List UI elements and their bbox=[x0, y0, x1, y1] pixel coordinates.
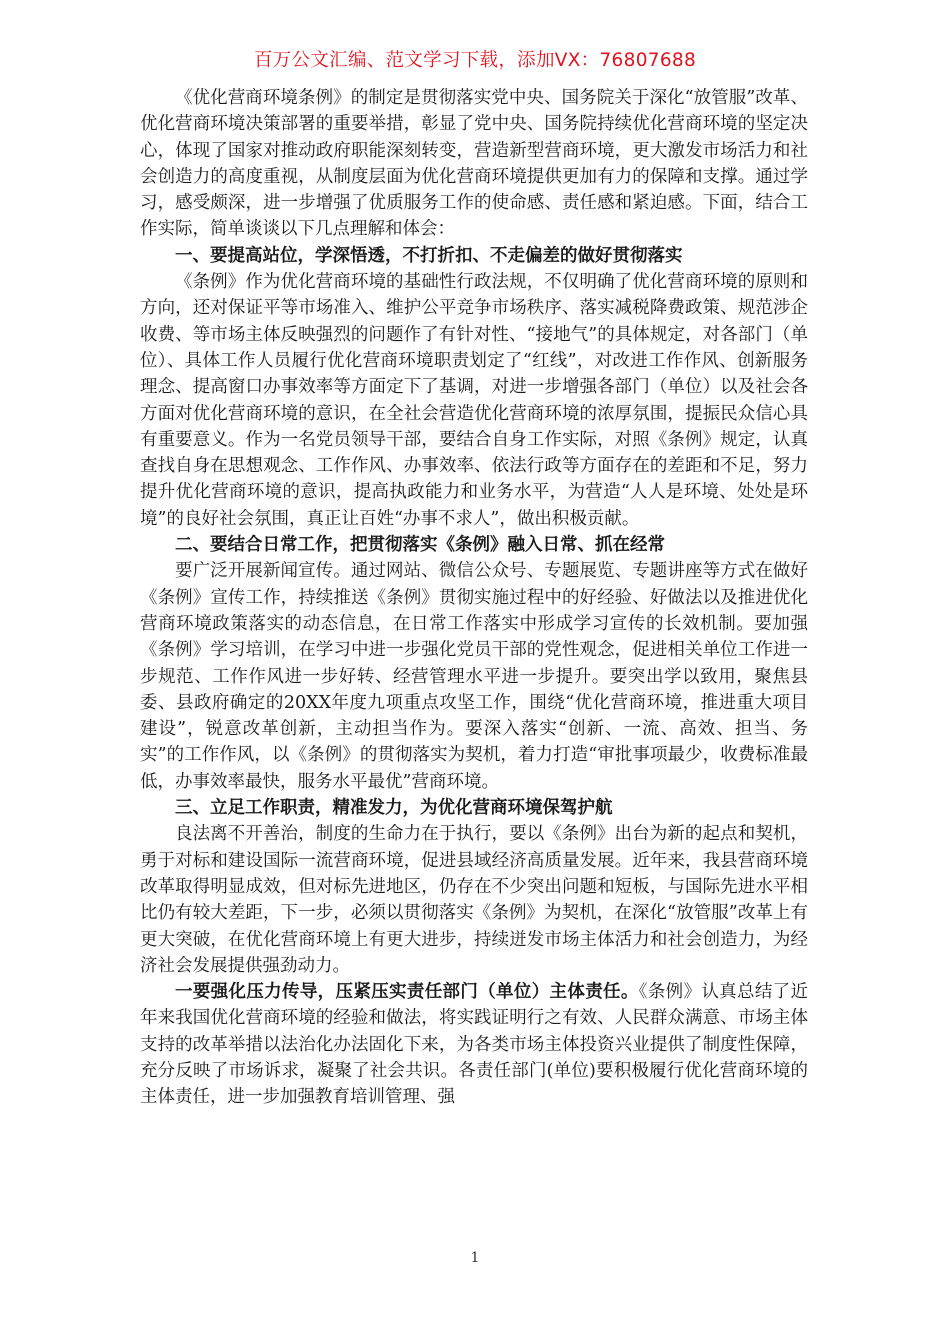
section-heading-2: 二、要结合日常工作，把贯彻落实《条例》融入日常、抓在经常 bbox=[175, 535, 665, 556]
section-heading-3: 三、立足工作职责，精准发力，为优化营商环境保驾护航 bbox=[175, 798, 613, 819]
intro-paragraph: 《优化营商环境条例》的制定是贯彻落实党中央、国务院关于深化“放管服”改革、优化营商环境决策部署的重要举措，彰显了党中央、国务院持续优化营商环境的坚定决心，体现了国家对推动政府职能深刻转变，营造新型营商环境，更大激发市场活力和社会创造力的高度重视，从制度层面为优化营商环境提供更加有力的保障和支撑。通过学习，感受颇深，进一步增强了优质服务工作的使命感、责任感和紧迫感。下面，结合工作实际，简单谈谈以下几点理解和体会： bbox=[140, 88, 808, 240]
watermark-header: 百万公文汇编、范文学习下载，添加VX：76807688 bbox=[253, 50, 697, 71]
section-3-paragraph: 良法离不开善治，制度的生命力在于执行，要以《条例》出台为新的起点和契机，勇于对标和建设国际一流营商环境，促进县域经济高质量发展。近年来，我县营商环境改革取得明显成效，但对标先进地区，仍存在不少突出问题和短板，与国际先进水平相比仍有较大差距，下一步，必须以贯彻落实《条例》为契机，在深化“放管服”改革上有更大突破，在优化营商环境上有更大进步，持续迸发市场主体活力和社会创造力，为经济社会发展提供强劲动力。 bbox=[140, 824, 808, 976]
section-1-paragraph: 《条例》作为优化营商环境的基础性行政法规，不仅明确了优化营商环境的原则和方向，还对保证平等市场准入、维护公平竞争市场秩序、落实减税降费政策、规范涉企收费、等市场主体反映强烈的问题作了有针对性、“接地气”的具体规定，对各部门（单位）、具体工作人员履行优化营商环境职责划定了“红线”，对改进工作作风、创新服务理念、提高窗口办事效率等方面定下了基调，对进一步增强各部门（单位）以及社会各方面对优化营商环境的意识，在全社会营造优化营商环境的浓厚氛围，提振民众信心具有重要意义。作为一名党员领导干部，要结合自身工作实际，对照《条例》规定，认真查找自身在思想观念、工作作风、办事效率、依法行政等方面存在的差距和不足，努力提升优化营商环境的意识，提高执政能力和业务水平，为营造“人人是环境、处处是环境”的良好社会氛围，真正让百姓“办事不求人”，做出积极贡献。 bbox=[140, 272, 808, 529]
subpoint-body-text: 《条例》认真总结了近年来我国优化营商环境的经验和做法，将实践证明行之有效、人民群众满意、市场主体支持的改革举措以法治化办法固化下来，为各类市场主体投资兴业提供了制度性保障，充分反映了市场诉求，凝聚了社会共识。各责任部门(单位)要积极履行优化营商环境的主体责任，进一步加强教育培训管理、强 bbox=[140, 982, 809, 1108]
document-body bbox=[140, 85, 808, 1111]
section-3-subpoint-paragraph bbox=[140, 979, 808, 1110]
page-number: 1 bbox=[470, 1250, 480, 1266]
subpoint-lead-text: 一要强化压力传导，压紧压实责任部门（单位）主体责任。 bbox=[175, 982, 639, 1003]
section-heading-1: 一、要提高站位，学深悟透，不打折扣、不走偏差的做好贯彻落实 bbox=[175, 245, 683, 266]
section-2-paragraph: 要广泛开展新闻宣传。通过网站、微信公众号、专题展览、专题讲座等方式在做好《条例》宣传工作，持续推送《条例》贯彻实施过程中的好经验、好做法以及推进优化营商环境政策落实的动态信息，在日常工作落实中形成学习宣传的长效机制。要加强《条例》学习培训，在学习中进一步强化党员干部的党性观念，促进相关单位工作进一步规范、工作作风进一步好转、经营管理水平进一步提升。要突出学以致用，聚焦县委、县政府确定的20XX年度九项重点攻坚工作，围绕“优化营商环境，推进重大项目建设”，锐意改革创新，主动担当作为。要深入落实“创新、一流、高效、担当、务实”的工作作风，以《条例》的贯彻落实为契机，着力打造“审批事项最少，收费标准最低，办事效率最快，服务水平最优”营商环境。 bbox=[140, 561, 808, 792]
